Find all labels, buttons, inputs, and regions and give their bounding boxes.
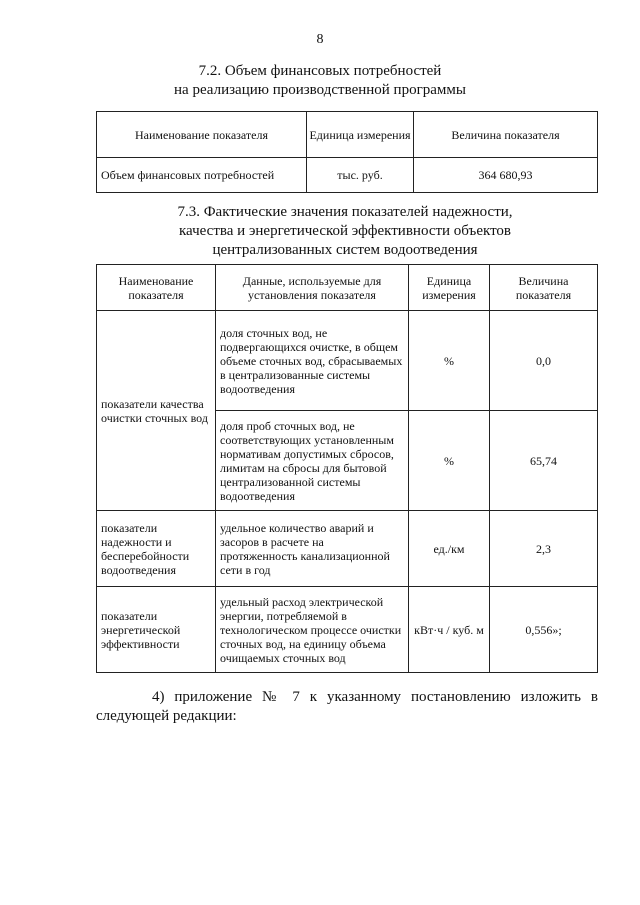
table-row — [97, 511, 598, 587]
row-unit: % — [409, 411, 490, 511]
header-source-data: Данные, используемые для установления показателя — [216, 265, 409, 311]
group-energy-name: показатели энергетической эффективности — [97, 587, 216, 673]
financial-needs-unit: тыс. руб. — [307, 158, 414, 193]
group-reliability-name: показатели надежности и бесперебойности водоотведения — [97, 511, 216, 587]
header-value: Величина показателя — [490, 265, 598, 311]
section-7-2-title — [0, 62, 640, 100]
financial-needs-value: 364 680,93 — [414, 158, 598, 193]
financial-needs-name: Объем финансовых потребностей — [97, 158, 307, 193]
section-7-2-title-line2: на реализацию производственной программы — [174, 82, 466, 98]
amendment-line1: 4) приложение № 7 к указанному постановлению изложить в — [152, 689, 598, 705]
section-7-3-title-line3: централизованных систем водоотведения — [212, 242, 478, 258]
amendment-line2: следующей редакции: — [96, 708, 237, 724]
section-7-3-title-line1: 7.3. Фактические значения показателей надежности, — [177, 204, 513, 220]
table-row — [97, 587, 598, 673]
row-data: удельное количество аварий и засоров в расчете на протяженность канализационной сети в год — [216, 511, 409, 587]
row-value: 0,0 — [490, 311, 598, 411]
row-data: доля проб сточных вод, не соответствующих установленным нормативам допустимых сбросов, лимитам на сбросы для бытовой централизованной системы водоотведения — [216, 411, 409, 511]
header-value: Величина показателя — [414, 112, 598, 158]
indicators-table — [96, 264, 598, 673]
financial-needs-table — [96, 111, 598, 193]
row-value: 2,3 — [490, 511, 598, 587]
header-unit: Единица измерения — [409, 265, 490, 311]
header-indicator-name: Наименование показателя — [97, 265, 216, 311]
row-unit: кВт·ч / куб. м — [409, 587, 490, 673]
header-unit: Единица измерения — [307, 112, 414, 158]
row-value: 65,74 — [490, 411, 598, 511]
row-value: 0,556»; — [490, 587, 598, 673]
row-unit: ед./км — [409, 511, 490, 587]
section-7-3-title-line2: качества и энергетической эффективности объектов — [178, 223, 512, 239]
page-number: 8 — [316, 32, 324, 47]
group-quality-name: показатели качества очистки сточных вод — [97, 311, 216, 511]
row-data: доля сточных вод, не подвергающихся очистке, в общем объеме сточных вод, сбрасываемых в централизованные системы водоотведения — [216, 311, 409, 411]
header-indicator-name: Наименование показателя — [97, 112, 307, 158]
table-row — [97, 311, 598, 411]
row-data: удельный расход электрической энергии, потребляемой в технологическом процессе очистки сточных вод, на единицу объема очищаемых сточных вод — [216, 587, 409, 673]
row-unit: % — [409, 311, 490, 411]
section-7-2-title-line1: 7.2. Объем финансовых потребностей — [198, 63, 442, 79]
section-7-3-title — [0, 203, 640, 260]
amendment-paragraph — [96, 688, 598, 726]
